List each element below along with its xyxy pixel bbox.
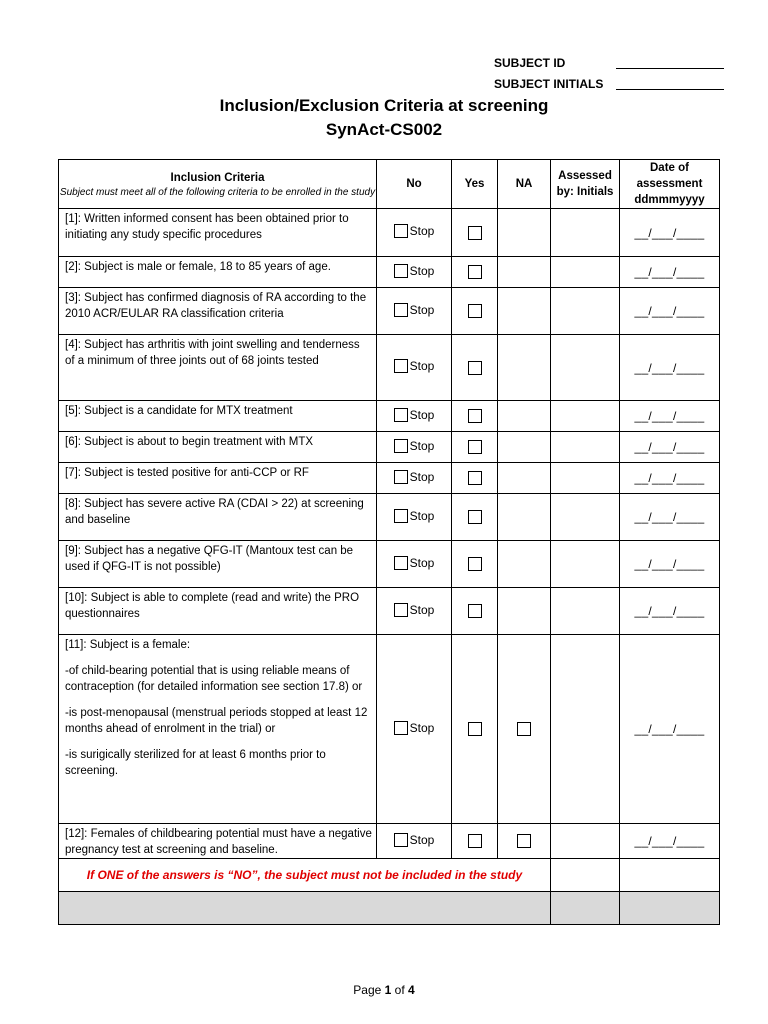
assessed-initials-cell[interactable] [551,494,620,541]
no-checkbox[interactable] [394,264,408,278]
no-cell [377,401,452,432]
table-header-row [59,160,720,209]
criterion-cell [59,257,377,288]
no-checkbox[interactable] [394,303,408,317]
subject-initials-field[interactable] [616,77,724,90]
na-cell [498,635,551,824]
criterion-text: [5]: Subject is a candidate for MTX treatment [65,405,293,417]
gray-cell [59,892,551,925]
subject-id-field[interactable] [616,56,724,69]
stop-option[interactable] [394,509,435,523]
subject-initials-row [494,73,724,94]
warning-row [59,859,720,892]
yes-cell [452,432,498,463]
date-field[interactable]: __/___/____ [634,722,705,736]
page-title: Inclusion/Exclusion Criteria at screening [219,96,549,115]
gray-assessed-cell [551,892,620,925]
criterion-cell [59,635,377,824]
yes-cell [452,541,498,588]
table-row [59,824,720,859]
stop-option[interactable] [394,833,435,847]
no-checkbox[interactable] [394,556,408,570]
na-cell [498,824,551,859]
table-row [59,432,720,463]
date-field[interactable]: __/___/____ [634,557,705,571]
criterion-cell [59,494,377,541]
criterion-cell [59,401,377,432]
yes-checkbox[interactable] [468,557,482,571]
date-field[interactable]: __/___/____ [634,265,705,279]
no-checkbox[interactable] [394,359,408,373]
page-current: 1 [384,983,392,997]
na-cell [498,432,551,463]
yes-checkbox[interactable] [468,265,482,279]
table-row [59,288,720,335]
assessed-initials-cell[interactable] [551,463,620,494]
yes-checkbox[interactable] [468,471,482,485]
date-field[interactable]: __/___/____ [634,604,705,618]
yes-cell [452,288,498,335]
yes-checkbox[interactable] [468,510,482,524]
header-assessed: Assessed by: Initials [551,160,620,209]
stop-option[interactable] [394,408,435,422]
no-cell [377,541,452,588]
page-word: Page [353,983,382,997]
no-cell [377,257,452,288]
assessed-initials-cell[interactable] [551,257,620,288]
no-cell [377,209,452,257]
stop-label: Stop [409,438,435,453]
header-date: Date of assessment ddmmmyyyy [620,160,720,209]
no-cell [377,494,452,541]
stop-option[interactable] [394,721,435,735]
stop-option[interactable] [394,603,435,617]
table-row [59,494,720,541]
criterion-cell [59,541,377,588]
assessed-initials-cell[interactable] [551,541,620,588]
no-cell [377,588,452,635]
date-cell [620,463,720,494]
yes-cell [452,635,498,824]
date-field[interactable]: __/___/____ [634,409,705,423]
no-checkbox[interactable] [394,833,408,847]
no-cell [377,824,452,859]
date-cell [620,588,720,635]
no-checkbox[interactable] [394,470,408,484]
date-cell [620,635,720,824]
criterion-cell [59,463,377,494]
date-field[interactable]: __/___/____ [634,440,705,454]
na-cell [498,588,551,635]
criteria-table [58,159,720,925]
table-row [59,588,720,635]
na-cell [498,401,551,432]
no-checkbox[interactable] [394,408,408,422]
assessed-initials-cell[interactable] [551,432,620,463]
footer-gray-row [59,892,720,925]
subject-initials-label: SUBJECT INITIALS [494,76,604,91]
criterion-text: [8]: Subject has severe active RA (CDAI > 22) at screening and baseline [65,498,364,526]
criterion-text: -is post-menopausal (menstrual periods stopped at least 12 months ahead of enrolment in the trial) or [65,707,368,735]
yes-checkbox[interactable] [468,226,482,240]
assessed-initials-cell[interactable] [551,209,620,257]
yes-checkbox[interactable] [468,361,482,375]
stop-option[interactable] [394,303,435,317]
assessed-initials-cell[interactable] [551,401,620,432]
criterion-text: -of child-bearing potential that is using reliable means of contraception (for detailed information see section 17.8) or [65,665,363,693]
date-cell [620,209,720,257]
yes-cell [452,401,498,432]
page-footer [0,983,768,997]
na-cell [498,541,551,588]
stop-option[interactable] [394,439,435,453]
date-cell [620,257,720,288]
date-cell [620,494,720,541]
criterion-text: [4]: Subject has arthritis with joint swelling and tenderness of a minimum of three joints out of 68 joints tested [65,339,360,367]
stop-label: Stop [409,359,435,373]
yes-cell [452,257,498,288]
stop-label: Stop [409,469,435,484]
yes-checkbox[interactable] [468,834,482,848]
date-cell [620,335,720,401]
criterion-cell [59,824,377,859]
date-field[interactable]: __/___/____ [634,471,705,485]
yes-checkbox[interactable] [468,409,482,423]
criterion-text: [2]: Subject is male or female, 18 to 85 years of age. [65,261,331,273]
criterion-cell [59,432,377,463]
na-cell [498,288,551,335]
no-cell [377,463,452,494]
stop-label: Stop [409,555,435,570]
no-cell [377,335,452,401]
criterion-text: -is surigically sterilized for at least 6 months prior to screening. [65,749,326,777]
date-field[interactable]: __/___/____ [634,304,705,318]
date-field[interactable]: __/___/____ [634,510,705,524]
criterion-text: [3]: Subject has confirmed diagnosis of RA according to the 2010 ACR/EULAR RA classification criteria [65,292,367,320]
header-criteria-title: Inclusion Criteria [170,171,265,184]
yes-checkbox[interactable] [468,304,482,318]
header-criteria-subtitle: Subject must meet all of the following criteria to be enrolled in the study [59,186,376,198]
stop-option[interactable] [394,264,435,278]
yes-checkbox[interactable] [468,604,482,618]
criterion-text: [7]: Subject is tested positive for anti-CCP or RF [65,467,309,479]
assessed-initials-cell[interactable] [551,335,620,401]
page-total: 4 [408,983,415,997]
date-cell [620,401,720,432]
assessed-initials-cell[interactable] [551,288,620,335]
stop-label: Stop [409,602,435,617]
date-cell [620,824,720,859]
page-subtitle: SynAct-CS002 [325,120,443,139]
table-row [59,257,720,288]
header-criteria [59,160,377,209]
yes-cell [452,209,498,257]
no-checkbox[interactable] [394,439,408,453]
na-cell [498,335,551,401]
subject-id-row [494,52,724,73]
no-cell [377,635,452,824]
table-row [59,335,720,401]
header-yes: Yes [452,160,498,209]
stop-label: Stop [409,302,435,317]
subject-block [494,52,724,94]
stop-option[interactable] [394,359,435,373]
warning-text: If ONE of the answers is “NO”, the subject must not be included in the study [59,859,551,892]
header-no: No [377,160,452,209]
date-field[interactable]: __/___/____ [634,225,705,240]
assessed-initials-cell[interactable] [551,635,620,824]
table-row [59,401,720,432]
stop-option[interactable] [394,470,435,484]
warning-assessed-cell [551,859,620,892]
date-field[interactable]: __/___/____ [634,360,705,375]
na-cell [498,494,551,541]
no-checkbox[interactable] [394,224,408,238]
yes-checkbox[interactable] [468,722,482,736]
no-cell [377,432,452,463]
criterion-text: [10]: Subject is able to complete (read and write) the PRO questionnaires [65,592,360,620]
date-cell [620,541,720,588]
yes-cell [452,335,498,401]
no-checkbox[interactable] [394,509,408,523]
criterion-cell [59,588,377,635]
table-row [59,209,720,257]
warning-date-cell [620,859,720,892]
page-of: of [394,983,405,997]
gray-date-cell [620,892,720,925]
na-cell [498,209,551,257]
criterion-text: [9]: Subject has a negative QFG-IT (Mantoux test can be used if QFG-IT is not possible) [65,545,354,573]
criterion-cell [59,288,377,335]
criterion-text: [6]: Subject is about to begin treatment with MTX [65,436,314,448]
criterion-text: [11]: Subject is a female: [65,639,191,651]
yes-cell [452,494,498,541]
yes-checkbox[interactable] [468,440,482,454]
header-na: NA [498,160,551,209]
yes-cell [452,463,498,494]
table-row [59,635,720,824]
subject-id-label: SUBJECT ID [494,55,566,70]
na-cell [498,463,551,494]
criterion-text: [12]: Females of childbearing potential must have a negative pregnancy test at screening and baseline. [65,828,372,856]
na-cell [498,257,551,288]
criterion-text: [1]: Written informed consent has been obtained prior to initiating any study specific procedures [65,213,349,241]
date-cell [620,288,720,335]
no-cell [377,288,452,335]
stop-label: Stop [409,407,435,422]
stop-label: Stop [409,832,435,847]
na-checkbox[interactable] [517,722,531,736]
date-cell [620,432,720,463]
yes-cell [452,588,498,635]
na-checkbox[interactable] [517,834,531,848]
stop-label: Stop [409,263,435,278]
criterion-cell [59,209,377,257]
no-checkbox[interactable] [394,721,408,735]
assessed-initials-cell[interactable] [551,588,620,635]
stop-label: Stop [409,224,435,238]
criterion-cell [59,335,377,401]
date-field[interactable]: __/___/____ [634,834,705,848]
stop-option[interactable] [394,556,435,570]
stop-label: Stop [409,720,435,735]
table-row [59,463,720,494]
no-checkbox[interactable] [394,603,408,617]
table-row [59,541,720,588]
stop-option[interactable] [394,224,435,238]
assessed-initials-cell[interactable] [551,824,620,859]
stop-label: Stop [409,508,435,523]
yes-cell [452,824,498,859]
